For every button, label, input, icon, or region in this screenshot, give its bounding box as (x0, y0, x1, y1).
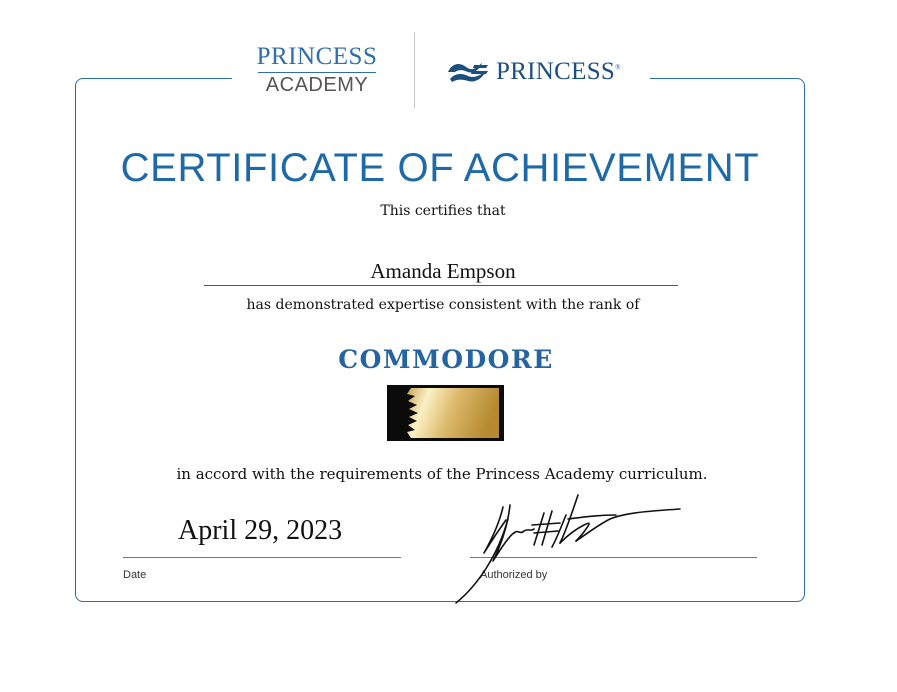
logo-divider (414, 32, 415, 108)
authorized-by-label: Authorized by (480, 569, 548, 581)
date-signature-line (123, 557, 401, 558)
gold-rank-insignia-icon (387, 385, 504, 441)
name-underline (204, 285, 678, 286)
wave-emblem-icon (446, 59, 490, 85)
date-label: Date (123, 569, 147, 581)
accord-text: in accord with the requirements of the Princess Academy curriculum. (176, 465, 708, 483)
princess-academy-logo (256, 44, 378, 96)
date-value: April 29, 2023 (178, 515, 343, 546)
certificate-title: CERTIFICATE OF ACHIEVEMENT (120, 146, 760, 190)
signature-icon (448, 485, 688, 605)
academy-logo-line2: ACADEMY (265, 74, 369, 96)
princess-brand-logo (446, 58, 621, 86)
expertise-text: has demonstrated expertise consistent with the rank of (246, 297, 640, 313)
rank-title: COMMODORE (338, 345, 554, 374)
registered-mark: ® (615, 63, 621, 72)
certifies-text: This certifies that (380, 203, 506, 219)
brand-name: PRINCESS (496, 58, 616, 85)
academy-logo-rule (258, 72, 376, 73)
recipient-name: Amanda Empson (370, 259, 516, 283)
academy-logo-line1: PRINCESS (256, 43, 378, 70)
